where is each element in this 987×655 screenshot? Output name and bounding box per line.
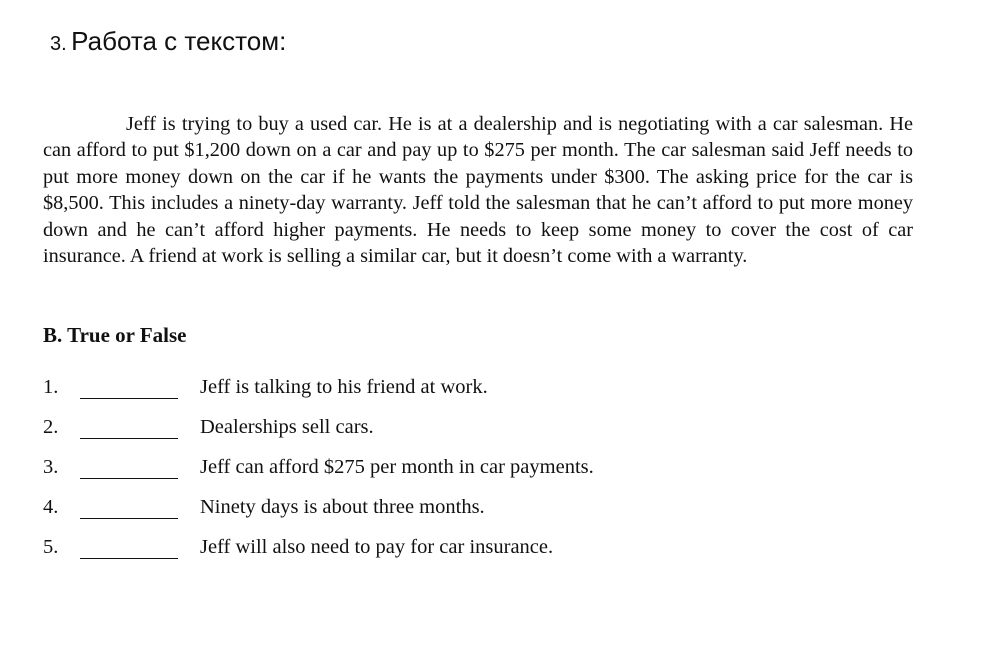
exercise-title: Работа с текстом: xyxy=(71,26,287,56)
true-false-list xyxy=(43,374,743,574)
true-false-item-5 xyxy=(43,534,743,574)
item-statement: Jeff is talking to his friend at work. xyxy=(200,376,488,398)
exercise-heading xyxy=(50,26,286,57)
item-statement: Ninety days is about three months. xyxy=(200,496,485,518)
item-number: 3. xyxy=(43,456,59,478)
answer-blank xyxy=(80,398,178,399)
item-statement: Jeff will also need to pay for car insurance. xyxy=(200,536,554,558)
item-statement: Jeff can afford $275 per month in car payments. xyxy=(200,456,594,478)
reading-passage: Jeff is trying to buy a used car. He is at a dealership and is negotiating with a car salesman. He can afford to put $1,200 down on a car and pay up to $275 per month. The car salesman said Jeff needs to put more money down on the car if he wants the payments under $300. The asking price for the car is $8,500. This includes a ninety-day warranty. Jeff told the salesman that he can’t afford to put more money down and he can’t afford higher payments. He needs to keep some money to cover the cost of car insurance. A friend at work is selling a similar car, but it doesn’t come with a warranty. xyxy=(43,113,913,268)
true-false-item-4 xyxy=(43,494,743,534)
exercise-number: 3. xyxy=(50,33,67,55)
answer-blank xyxy=(80,438,178,439)
answer-blank xyxy=(80,558,178,559)
answer-blank xyxy=(80,518,178,519)
section-title: B. True or False xyxy=(43,323,187,347)
item-number: 2. xyxy=(43,416,59,438)
item-number: 5. xyxy=(43,536,59,558)
item-statement: Dealerships sell cars. xyxy=(200,416,374,438)
answer-blank xyxy=(80,478,178,479)
true-false-item-2 xyxy=(43,414,743,454)
item-number: 1. xyxy=(43,376,59,398)
true-false-item-3 xyxy=(43,454,743,494)
true-false-item-1 xyxy=(43,374,743,414)
item-number: 4. xyxy=(43,496,59,518)
